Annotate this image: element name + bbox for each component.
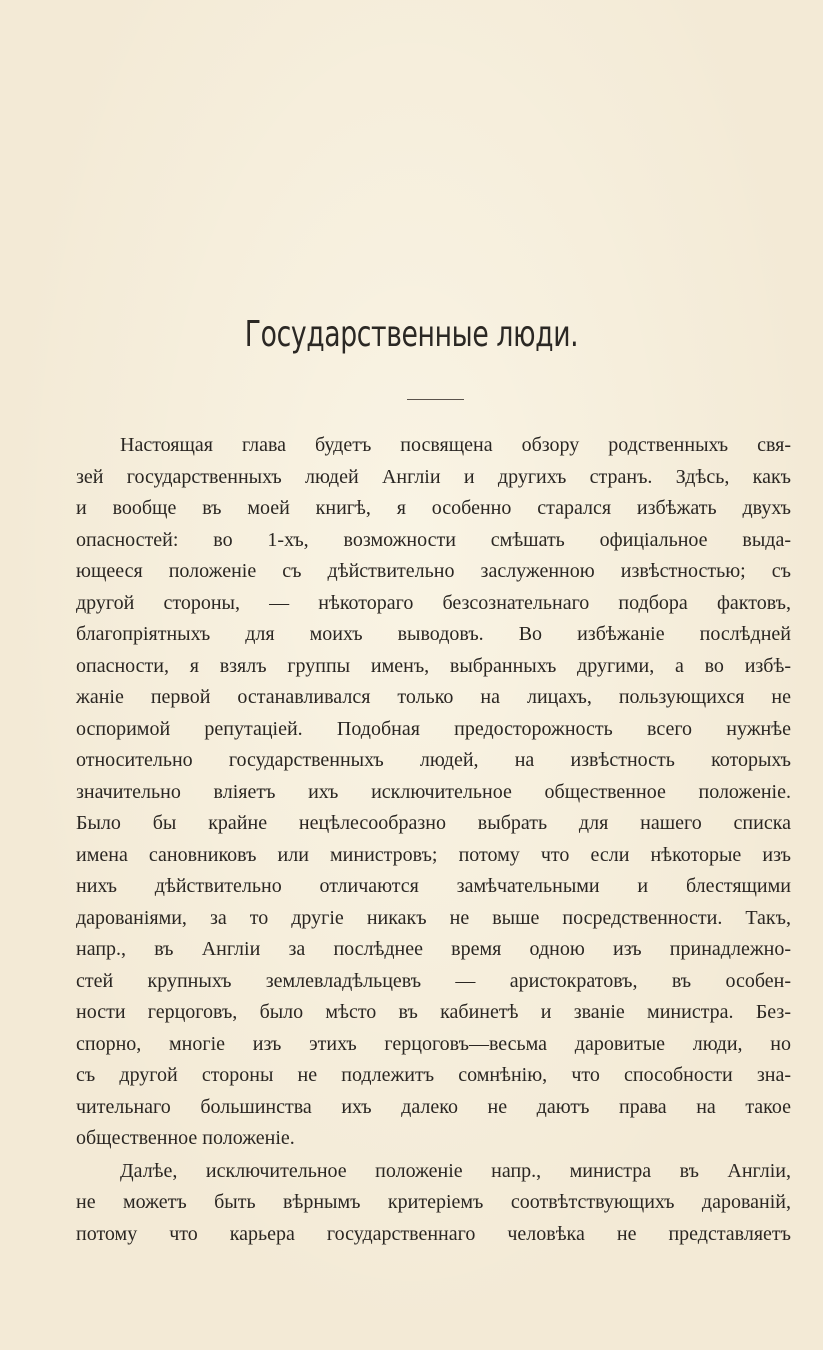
text-line: и вообще въ моей книгѣ, я особенно старался избѣжать двухъ (76, 497, 791, 519)
text-line: Было бы крайне нецѣлесообразно выбрать для нашего списка (76, 812, 791, 834)
text-line: Далѣе, исключительное положеніе напр., министра въ Англіи, (120, 1159, 791, 1182)
text-line: съ другой стороны не подлежитъ сомнѣнію, что способности зна- (76, 1064, 791, 1086)
body-text (76, 430, 791, 1250)
text-line: опасности, я взялъ группы именъ, выбранныхъ другими, а во избѣ- (76, 654, 791, 677)
text-line: опасностей: во 1-хъ, возможности смѣшать офиціальное выда- (76, 528, 791, 551)
text-line: ности герцоговъ, было мѣсто въ кабинетѣ и званіе министра. Без- (76, 1001, 791, 1023)
text-line: благопріятныхъ для моихъ выводовъ. Во избѣжаніе послѣдней (76, 623, 791, 645)
text-line: относительно государственныхъ людей, на извѣстность которыхъ (76, 749, 791, 771)
text-line: значительно вліяетъ ихъ исключительное общественное положеніе. (76, 780, 791, 803)
chapter-title: Государственные люди. (244, 314, 579, 355)
title-divider (407, 399, 464, 400)
text-line: другой стороны, — нѣкотораго безсознательнаго подбора фактовъ, (76, 591, 791, 614)
text-line: жаніе первой останавливался только на лицахъ, пользующихся не (76, 686, 791, 708)
text-line: ющееся положеніе съ дѣйствительно заслуженною извѣстностью; съ (76, 560, 791, 582)
text-line: Настоящая глава будетъ посвящена обзору родственныхъ свя- (120, 434, 791, 456)
text-line: спорно, многіе изъ этихъ герцоговъ—весьма даровитые люди, но (76, 1032, 791, 1055)
text-line: потому что карьера государственнаго человѣка не представляетъ (76, 1222, 791, 1245)
paragraph-2 (76, 1156, 791, 1251)
text-line: стей крупныхъ землевладѣльцевъ — аристократовъ, въ особен- (76, 969, 791, 992)
text-line: дарованіями, за то другіе никакъ не выше посредственности. Такъ, (76, 906, 791, 929)
text-line: имена сановниковъ или министровъ; потому что если нѣкоторые изъ (76, 843, 791, 866)
paragraph-1 (76, 430, 791, 1155)
text-line: зей государственныхъ людей Англіи и другихъ странъ. Здѣсь, какъ (76, 465, 791, 488)
text-line: нихъ дѣйствительно отличаются замѣчательными и блестящими (76, 875, 791, 897)
text-line: оспоримой репутаціей. Подобная предосторожность всего нужнѣе (76, 717, 791, 740)
text-line: общественное положеніе. (76, 1127, 295, 1149)
text-line: чительнаго большинства ихъ далеко не даютъ права на такое (76, 1095, 791, 1118)
text-line: напр., въ Англіи за послѣднее время одною изъ принадлежно- (76, 938, 791, 960)
text-line: не можетъ быть вѣрнымъ критеріемъ соотвѣтствующихъ дарованій, (76, 1191, 791, 1214)
